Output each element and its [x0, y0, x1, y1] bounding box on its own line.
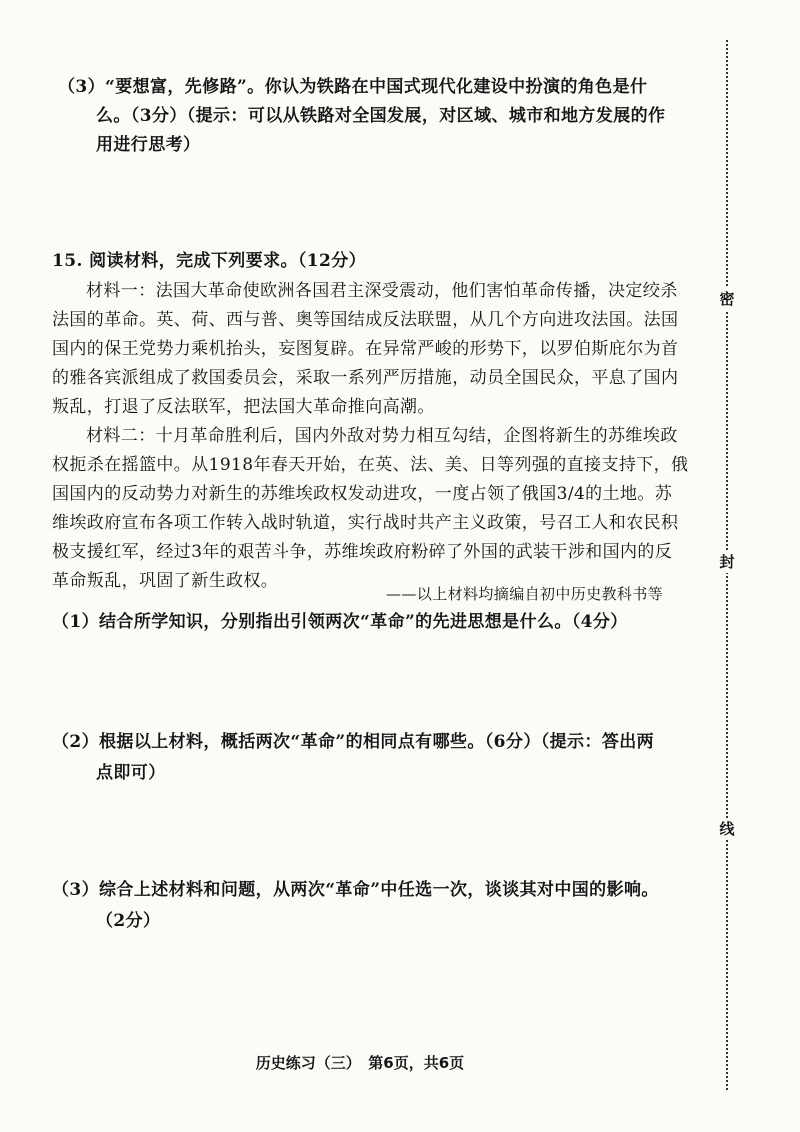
material-1-line-5: 叛乱，打退了反法联军，把法国大革命推向高潮。 — [52, 397, 435, 417]
page-footer: 历史练习（三） 第6页，共6页 — [255, 1054, 465, 1072]
material-2-line-2: 权扼杀在摇篮中。从1918年春天开始，在英、法、美、日等列强的直接支持下，俄 — [52, 455, 689, 475]
q15-sub-2-line-2: 点即可） — [96, 763, 166, 783]
material-2-line-5: 极支援红军，经过3年的艰苦斗争，苏维埃政府粉碎了外国的武装干涉和国内的反 — [52, 542, 673, 562]
material-source: ——以上材料均摘编自初中历史教科书等 — [386, 585, 664, 603]
q14-3-line-3: 用进行思考） — [96, 135, 201, 155]
material-1-line-3: 国内的保王党势力乘机抬头，妄图复辟。在异常严峻的形势下，以罗伯斯庇尔为首 — [52, 339, 679, 359]
material-2-line-3: 国国内的反动势力对新生的苏维埃政权发动进攻，一度占领了俄国3/4的土地。苏 — [52, 484, 673, 504]
q15-title: 15. 阅读材料，完成下列要求。（12分） — [52, 251, 367, 271]
material-2-line-4: 维埃政府宣布各项工作转入战时轨道，实行战时共产主义政策，号召工人和农民积 — [52, 513, 679, 533]
material-1-line-4: 的雅各宾派组成了救国委员会，采取一系列严厉措施，动员全国民众，平息了国内 — [52, 368, 679, 388]
q14-3-line-2: 么。（3分）（提示：可以从铁路对全国发展，对区域、城市和地方发展的作 — [96, 106, 666, 126]
q14-3-line-1: （3）“要想富，先修路”。你认为铁路在中国式现代化建设中扮演的角色是什 — [58, 77, 648, 97]
margin-label-mi: 密 — [716, 288, 738, 310]
q15-sub-3-line-2: （2分） — [96, 911, 161, 931]
q15-sub-1: （1）结合所学知识，分别指出引领两次“革命”的先进思想是什么。（4分） — [52, 612, 628, 632]
material-1-line-1: 材料一：法国大革命使欧洲各国君主深受震动，他们害怕革命传播，决定绞杀 — [86, 281, 678, 301]
material-2-line-1: 材料二：十月革命胜利后，国内外敌对势力相互勾结，企图将新生的苏维埃政 — [86, 426, 678, 446]
q15-sub-3-line-1: （3）综合上述材料和问题，从两次“革命”中任选一次，谈谈其对中国的影响。 — [52, 880, 659, 900]
material-1-line-2: 法国的革命。英、荷、西与普、奥等国结成反法联盟，从几个方向进攻法国。法国 — [52, 310, 679, 330]
material-2-line-6: 革命叛乱，巩固了新生政权。 — [52, 571, 279, 591]
margin-label-xian: 线 — [716, 818, 738, 840]
margin-label-feng: 封 — [716, 551, 738, 573]
q15-sub-2-line-1: （2）根据以上材料，概括两次“革命”的相同点有哪些。（6分）（提示：答出两 — [52, 732, 655, 752]
